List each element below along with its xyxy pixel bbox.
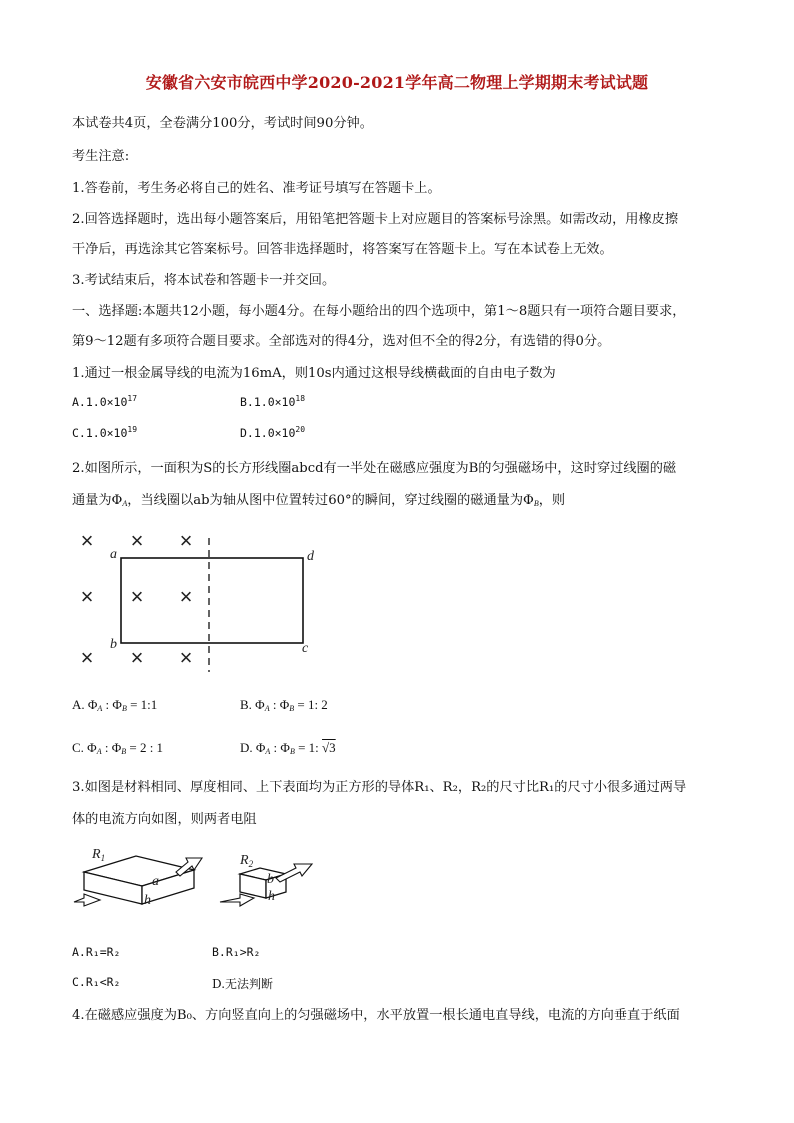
note-3: 3.考试结束后，将本试卷和答题卡一并交回。 bbox=[72, 273, 336, 288]
q3-option-d: D.无法判断 bbox=[212, 977, 274, 991]
q1-option-a: $A.1.0\times 10^{17}$ bbox=[72, 394, 138, 409]
q1-stem: 1.通过一根金属导线的电流为16mA，则10s内通过这根导线横截面的自由电子数为 bbox=[72, 366, 556, 381]
r2-current-arrow-in bbox=[220, 894, 254, 906]
r2-block bbox=[240, 868, 286, 898]
field-cross: × bbox=[130, 645, 144, 670]
q2-option-b: B. $\Phi_A$ : $\Phi_B = 1$: 2 bbox=[240, 697, 328, 713]
field-cross: × bbox=[179, 528, 193, 553]
q2-stem-line-1: 2.如图所示，一面积为S的长方形线圈abcd有一半处在磁感应强度为B的匀强磁场中，这时穿过线圈的磁 bbox=[72, 461, 677, 476]
intro-line: 本试卷共4页，全卷满分100分，考试时间90分钟。 bbox=[72, 116, 373, 131]
q3-option-b: B.R₁>R₂ bbox=[212, 945, 261, 959]
page-title: 安徽省六安市皖西中学2020-2021学年高二物理上学期期末考试试题 bbox=[145, 73, 649, 92]
conductors-r1-r2-figure bbox=[70, 842, 330, 914]
r1-side-a-label: a bbox=[152, 874, 159, 889]
r1-label: $R_1$ bbox=[92, 847, 106, 863]
q2-option-a: A. $\Phi_A$ : $\Phi_B$ = 1:1 bbox=[72, 697, 158, 713]
q3-option-a: A.R₁=R₂ bbox=[72, 945, 121, 959]
coil-rectangle bbox=[121, 558, 303, 643]
q3-stem-line-1: 3.如图是材料相同、厚度相同、上下表面均为正方形的导体R₁、R₂，R₂的尺寸比R₁的尺寸小很多通过两导 bbox=[72, 780, 687, 795]
q2-option-d: D. $\Phi_A$ : $\Phi_B = 1$: √3 bbox=[240, 740, 336, 756]
r2-height-label: h bbox=[268, 889, 275, 904]
r1-block bbox=[84, 856, 194, 904]
q1-option-b: $B.1.0\times 10^{18}$ bbox=[240, 394, 306, 409]
note-2-line-1: 2.回答选择题时，选出每小题答案后，用铅笔把答题卡上对应题目的答案标号涂黑。如需改动，用橡皮擦 bbox=[72, 212, 679, 227]
section-1-line-2: 第9～12题有多项符合题目要求。全部选对的得4分，选对但不全的得2分，有选错的得0分。 bbox=[72, 334, 611, 349]
field-cross: × bbox=[179, 584, 193, 609]
note-1: 1.答卷前，考生务必将自己的姓名、准考证号填写在答题卡上。 bbox=[72, 181, 441, 196]
q2-stem-line-2: 通量为$\Phi_A$，当线圈以ab为轴从图中位置转过60°的瞬间，穿过线圈的磁通量为$\Phi_B$，则 bbox=[72, 493, 566, 508]
q3-option-c: C.R₁<R₂ bbox=[72, 975, 121, 989]
r2-label: $R_2$ bbox=[240, 853, 254, 869]
q1-option-d: $D.1.0\times 10^{20}$ bbox=[240, 425, 306, 440]
r2-side-b-label: b bbox=[267, 872, 274, 887]
corner-a-label: a bbox=[110, 547, 117, 562]
field-cross: × bbox=[130, 528, 144, 553]
corner-c-label: c bbox=[302, 641, 309, 656]
q1-option-c: $C.1.0\times 10^{19}$ bbox=[72, 425, 138, 440]
field-cross: × bbox=[179, 645, 193, 670]
notice-heading: 考生注意: bbox=[72, 149, 130, 164]
q4-stem-line-1: 4.在磁感应强度为B₀、方向竖直向上的匀强磁场中，水平放置一根长通电直导线，电流的方向垂直于纸面 bbox=[72, 1008, 680, 1023]
corner-b-label: b bbox=[110, 637, 117, 652]
coil-in-magnetic-field-figure bbox=[70, 526, 330, 676]
r1-current-arrow-in bbox=[74, 894, 100, 906]
q3-stem-line-2: 体的电流方向如图，则两者电阻 bbox=[72, 812, 257, 827]
q2-option-c: C. $\Phi_A$ : $\Phi_B = 2$ : 1 bbox=[72, 740, 164, 756]
section-1-line-1: 一、选择题:本题共12小题，每小题4分。在每小题给出的四个选项中，第1～8题只有一项符合题目要求， bbox=[72, 304, 686, 319]
field-cross: × bbox=[80, 645, 94, 670]
corner-d-label: d bbox=[307, 549, 314, 564]
field-cross: × bbox=[130, 584, 144, 609]
note-2-line-2: 干净后，再选涂其它答案标号。回答非选择题时，将答案写在答题卡上。写在本试卷上无效。 bbox=[72, 242, 613, 257]
field-cross: × bbox=[80, 528, 94, 553]
r1-height-label: h bbox=[144, 893, 151, 908]
field-cross: × bbox=[80, 584, 94, 609]
